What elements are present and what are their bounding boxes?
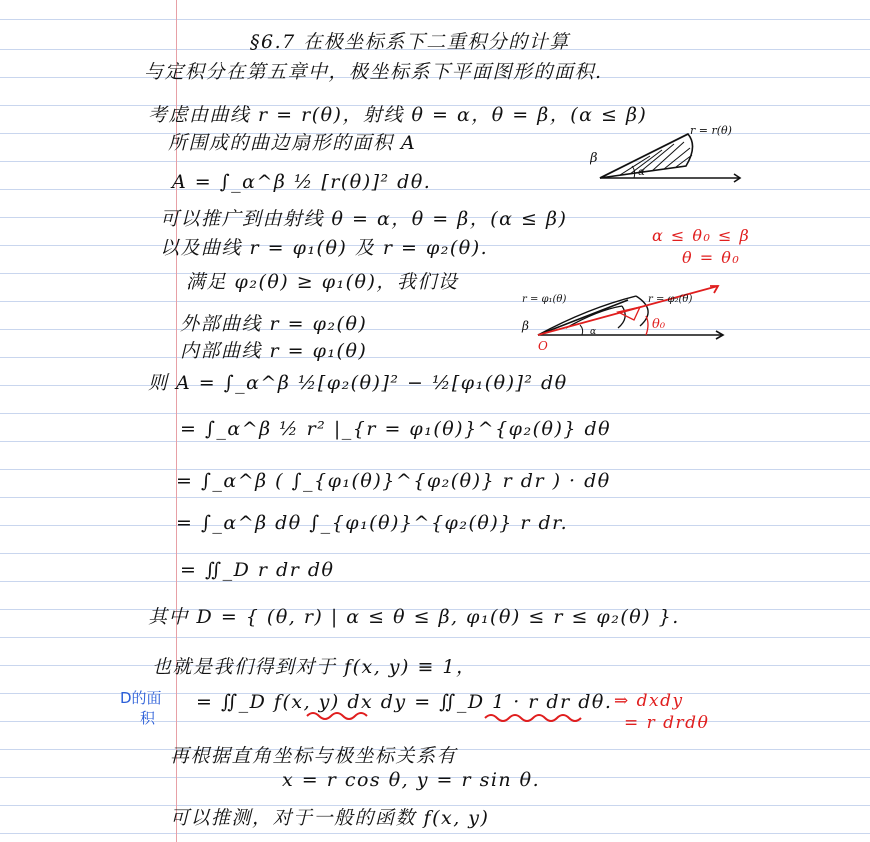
eq-line-2: = ∫_α^β ½ r² |_{r = φ₁(θ)}^{φ₂(θ)} dθ — [180, 418, 612, 440]
region-inner-label: r = φ₁(θ) — [522, 294, 567, 305]
region-alpha-label: α — [590, 327, 597, 337]
note-line-7: 满足 φ₂(θ) ≥ φ₁(θ)，我们设 — [186, 271, 459, 293]
eq-line-1: 则 A = ∫_α^β ½[φ₂(θ)]² − ½[φ₁(θ)]² dθ — [148, 372, 568, 394]
page-title: §6.7 在极坐标系下二重积分的计算 — [250, 31, 570, 53]
note-line-18: 再根据直角坐标与极坐标关系有 — [170, 745, 458, 767]
sector-diagram — [590, 120, 750, 190]
red-theta-range: α ≤ θ₀ ≤ β — [652, 226, 751, 245]
note-line-5: 可以推广到由射线 θ = α，θ = β，(α ≤ β) — [160, 208, 568, 230]
region-theta0-label: θ₀ — [652, 317, 666, 332]
area-formula: A = ∫_α^β ½ [r(θ)]² dθ. — [172, 171, 432, 193]
red-theta-eq: θ = θ₀ — [682, 248, 741, 267]
eq-line-5: = ∬_D r dr dθ — [180, 559, 335, 581]
note-line-3: 所围成的曲边扇形的面积 A — [168, 132, 417, 154]
region-outer-label: r = φ₂(θ) — [648, 294, 693, 305]
eq-line-4: = ∫_α^β dθ ∫_{φ₁(θ)}^{φ₂(θ)} r dr. — [176, 512, 569, 534]
note-line-1: 与定积分在第五章中，极坐标系下平面图形的面积. — [144, 61, 603, 83]
note-line-outer: 外部曲线 r = φ₂(θ) — [180, 313, 368, 335]
note-line-16: 也就是我们得到对于 f(x, y) ≡ 1， — [152, 656, 477, 678]
domain-def: 其中 D = { (θ, r) | α ≤ θ ≤ β, φ₁(θ) ≤ r ≤ φ₂(θ) }. — [148, 606, 680, 628]
sector-curve-label: r = r(θ) — [690, 124, 732, 137]
sector-beta-label: β — [590, 151, 598, 166]
region-diagram — [518, 280, 748, 355]
blue-note-2: 积 — [140, 709, 156, 727]
region-beta-label: β — [522, 319, 529, 333]
eq-line-3: = ∫_α^β ( ∫_{φ₁(θ)}^{φ₂(θ)} r dr ) · dθ — [176, 470, 611, 492]
red-note-1: ⇒ dxdy — [614, 691, 684, 711]
note-line-inner: 内部曲线 r = φ₁(θ) — [180, 340, 368, 362]
red-note-2: = r drdθ — [624, 713, 710, 733]
polar-relation: x = r cos θ, y = r sin θ. — [282, 769, 541, 791]
note-line-6: 以及曲线 r = φ₁(θ) 及 r = φ₂(θ). — [160, 237, 489, 259]
sector-alpha-label: α — [638, 167, 645, 178]
red-underlines — [305, 708, 605, 726]
note-line-20: 可以推测，对于一般的函数 f(x, y) — [170, 807, 490, 829]
blue-note-1: D的面 — [120, 689, 162, 707]
region-origin-label: O — [538, 339, 548, 353]
eq-line-6: = ∬_D f(x, y) dx dy = ∬_D 1 · r dr dθ. — [196, 691, 613, 713]
note-line-2: 考虑由曲线 r = r(θ)，射线 θ = α，θ = β，(α ≤ β) — [148, 104, 648, 126]
